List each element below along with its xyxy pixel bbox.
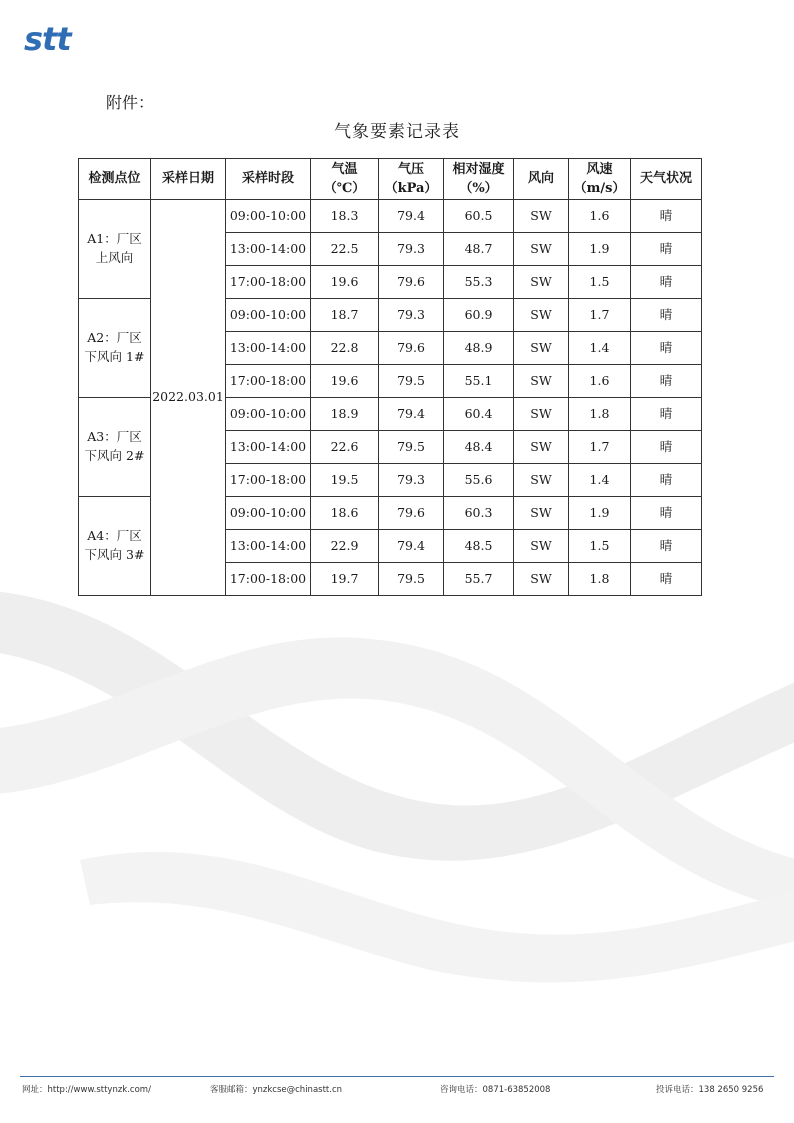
- date-cell: 2022.03.01: [151, 200, 226, 596]
- pressure-cell: 79.4: [379, 398, 444, 431]
- period-cell: 09:00-10:00: [226, 497, 311, 530]
- temperature-cell: 18.7: [311, 299, 379, 332]
- wind-speed-cell: 1.4: [569, 464, 631, 497]
- wind-speed-cell: 1.5: [569, 530, 631, 563]
- wave-watermark: [0, 560, 794, 1000]
- wind-direction-cell: SW: [514, 497, 569, 530]
- pressure-cell: 79.3: [379, 464, 444, 497]
- wind-speed-cell: 1.9: [569, 497, 631, 530]
- temperature-cell: 19.7: [311, 563, 379, 596]
- document-title: 气象要素记录表: [334, 122, 460, 142]
- pressure-cell: 79.4: [379, 200, 444, 233]
- wind-direction-cell: SW: [514, 266, 569, 299]
- temperature-cell: 19.6: [311, 365, 379, 398]
- humidity-cell: 60.5: [444, 200, 514, 233]
- temperature-cell: 22.5: [311, 233, 379, 266]
- humidity-cell: 48.5: [444, 530, 514, 563]
- weather-cell: 晴: [631, 530, 702, 563]
- period-cell: 09:00-10:00: [226, 299, 311, 332]
- period-cell: 09:00-10:00: [226, 200, 311, 233]
- weather-cell: 晴: [631, 464, 702, 497]
- humidity-cell: 60.9: [444, 299, 514, 332]
- footer-divider: [20, 1076, 774, 1077]
- wind-speed-cell: 1.5: [569, 266, 631, 299]
- point-line2: 下风向 3#: [84, 547, 145, 562]
- header-weather: 天气状况: [631, 159, 702, 200]
- point-cell: [79, 299, 151, 398]
- footer-complaint-phone: 投诉电话：138 2650 9256: [656, 1085, 764, 1095]
- temperature-cell: 22.9: [311, 530, 379, 563]
- temperature-cell: 18.9: [311, 398, 379, 431]
- point-line1: A3：厂区: [87, 429, 142, 445]
- humidity-cell: 60.4: [444, 398, 514, 431]
- company-logo: stt: [24, 20, 71, 58]
- period-cell: 17:00-18:00: [226, 563, 311, 596]
- header-pressure-name: 气压: [397, 161, 424, 177]
- weather-cell: 晴: [631, 266, 702, 299]
- pressure-cell: 79.3: [379, 299, 444, 332]
- footer-email[interactable]: 客服邮箱：ynzkcse@chinastt.cn: [210, 1085, 343, 1095]
- wind-speed-cell: 1.4: [569, 332, 631, 365]
- wind-direction-cell: SW: [514, 530, 569, 563]
- pressure-cell: 79.6: [379, 497, 444, 530]
- wind-direction-cell: SW: [514, 563, 569, 596]
- header-temperature: [311, 159, 379, 200]
- point-cell: [79, 200, 151, 299]
- period-cell: 17:00-18:00: [226, 266, 311, 299]
- pressure-cell: 79.5: [379, 431, 444, 464]
- header-wind-speed-unit: （m/s）: [573, 181, 626, 196]
- humidity-cell: 55.7: [444, 563, 514, 596]
- wind-speed-cell: 1.8: [569, 563, 631, 596]
- pressure-cell: 79.4: [379, 530, 444, 563]
- header-humidity: [444, 159, 514, 200]
- weather-cell: 晴: [631, 299, 702, 332]
- table-header-row: [79, 159, 702, 200]
- period-cell: 13:00-14:00: [226, 431, 311, 464]
- point-line1: A2：厂区: [87, 330, 142, 346]
- point-line2: 下风向 2#: [84, 448, 145, 463]
- weather-cell: 晴: [631, 398, 702, 431]
- header-date: 采样日期: [151, 159, 226, 200]
- point-line1: A4：厂区: [87, 528, 142, 544]
- header-pressure: [379, 159, 444, 200]
- period-cell: 13:00-14:00: [226, 332, 311, 365]
- header-humidity-name: 相对湿度: [452, 161, 505, 177]
- humidity-cell: 55.1: [444, 365, 514, 398]
- point-line1: A1：厂区: [87, 231, 142, 247]
- header-temperature-name: 气温: [331, 161, 358, 177]
- humidity-cell: 60.3: [444, 497, 514, 530]
- footer-website[interactable]: 网址：http://www.sttynzk.com/: [22, 1085, 151, 1095]
- weather-cell: 晴: [631, 200, 702, 233]
- header-wind-speed: [569, 159, 631, 200]
- wind-speed-cell: 1.6: [569, 365, 631, 398]
- wind-direction-cell: SW: [514, 431, 569, 464]
- pressure-cell: 79.6: [379, 266, 444, 299]
- wind-speed-cell: 1.6: [569, 200, 631, 233]
- wind-speed-cell: 1.7: [569, 431, 631, 464]
- weather-record-table: [78, 158, 702, 596]
- wind-direction-cell: SW: [514, 299, 569, 332]
- point-line2: 上风向: [95, 250, 134, 265]
- point-cell: [79, 398, 151, 497]
- humidity-cell: 48.9: [444, 332, 514, 365]
- wind-direction-cell: SW: [514, 464, 569, 497]
- wind-direction-cell: SW: [514, 200, 569, 233]
- pressure-cell: 79.3: [379, 233, 444, 266]
- humidity-cell: 55.3: [444, 266, 514, 299]
- point-line2: 下风向 1#: [84, 349, 145, 364]
- period-cell: 09:00-10:00: [226, 398, 311, 431]
- temperature-cell: 19.5: [311, 464, 379, 497]
- header-wind-direction: 风向: [514, 159, 569, 200]
- pressure-cell: 79.6: [379, 332, 444, 365]
- header-period: 采样时段: [226, 159, 311, 200]
- period-cell: 13:00-14:00: [226, 233, 311, 266]
- header-pressure-unit: （kPa）: [384, 181, 438, 196]
- header-humidity-unit: （%）: [459, 181, 498, 196]
- header-point: 检测点位: [79, 159, 151, 200]
- pressure-cell: 79.5: [379, 365, 444, 398]
- footer-consult-phone: 咨询电话：0871-63852008: [440, 1085, 551, 1095]
- weather-cell: 晴: [631, 233, 702, 266]
- wind-speed-cell: 1.8: [569, 398, 631, 431]
- temperature-cell: 22.8: [311, 332, 379, 365]
- humidity-cell: 48.4: [444, 431, 514, 464]
- wind-direction-cell: SW: [514, 332, 569, 365]
- header-temperature-unit: （℃）: [323, 181, 366, 196]
- period-cell: 17:00-18:00: [226, 365, 311, 398]
- weather-cell: 晴: [631, 497, 702, 530]
- wind-speed-cell: 1.9: [569, 233, 631, 266]
- point-cell: [79, 497, 151, 596]
- header-wind-speed-name: 风速: [586, 161, 613, 177]
- weather-cell: 晴: [631, 332, 702, 365]
- temperature-cell: 18.3: [311, 200, 379, 233]
- wind-speed-cell: 1.7: [569, 299, 631, 332]
- weather-cell: 晴: [631, 431, 702, 464]
- temperature-cell: 22.6: [311, 431, 379, 464]
- attachment-label: 附件：: [106, 93, 155, 112]
- weather-cell: 晴: [631, 365, 702, 398]
- humidity-cell: 55.6: [444, 464, 514, 497]
- wind-direction-cell: SW: [514, 365, 569, 398]
- humidity-cell: 48.7: [444, 233, 514, 266]
- pressure-cell: 79.5: [379, 563, 444, 596]
- wind-direction-cell: SW: [514, 398, 569, 431]
- temperature-cell: 18.6: [311, 497, 379, 530]
- wind-direction-cell: SW: [514, 233, 569, 266]
- weather-cell: 晴: [631, 563, 702, 596]
- table-row: [79, 200, 702, 233]
- temperature-cell: 19.6: [311, 266, 379, 299]
- period-cell: 13:00-14:00: [226, 530, 311, 563]
- period-cell: 17:00-18:00: [226, 464, 311, 497]
